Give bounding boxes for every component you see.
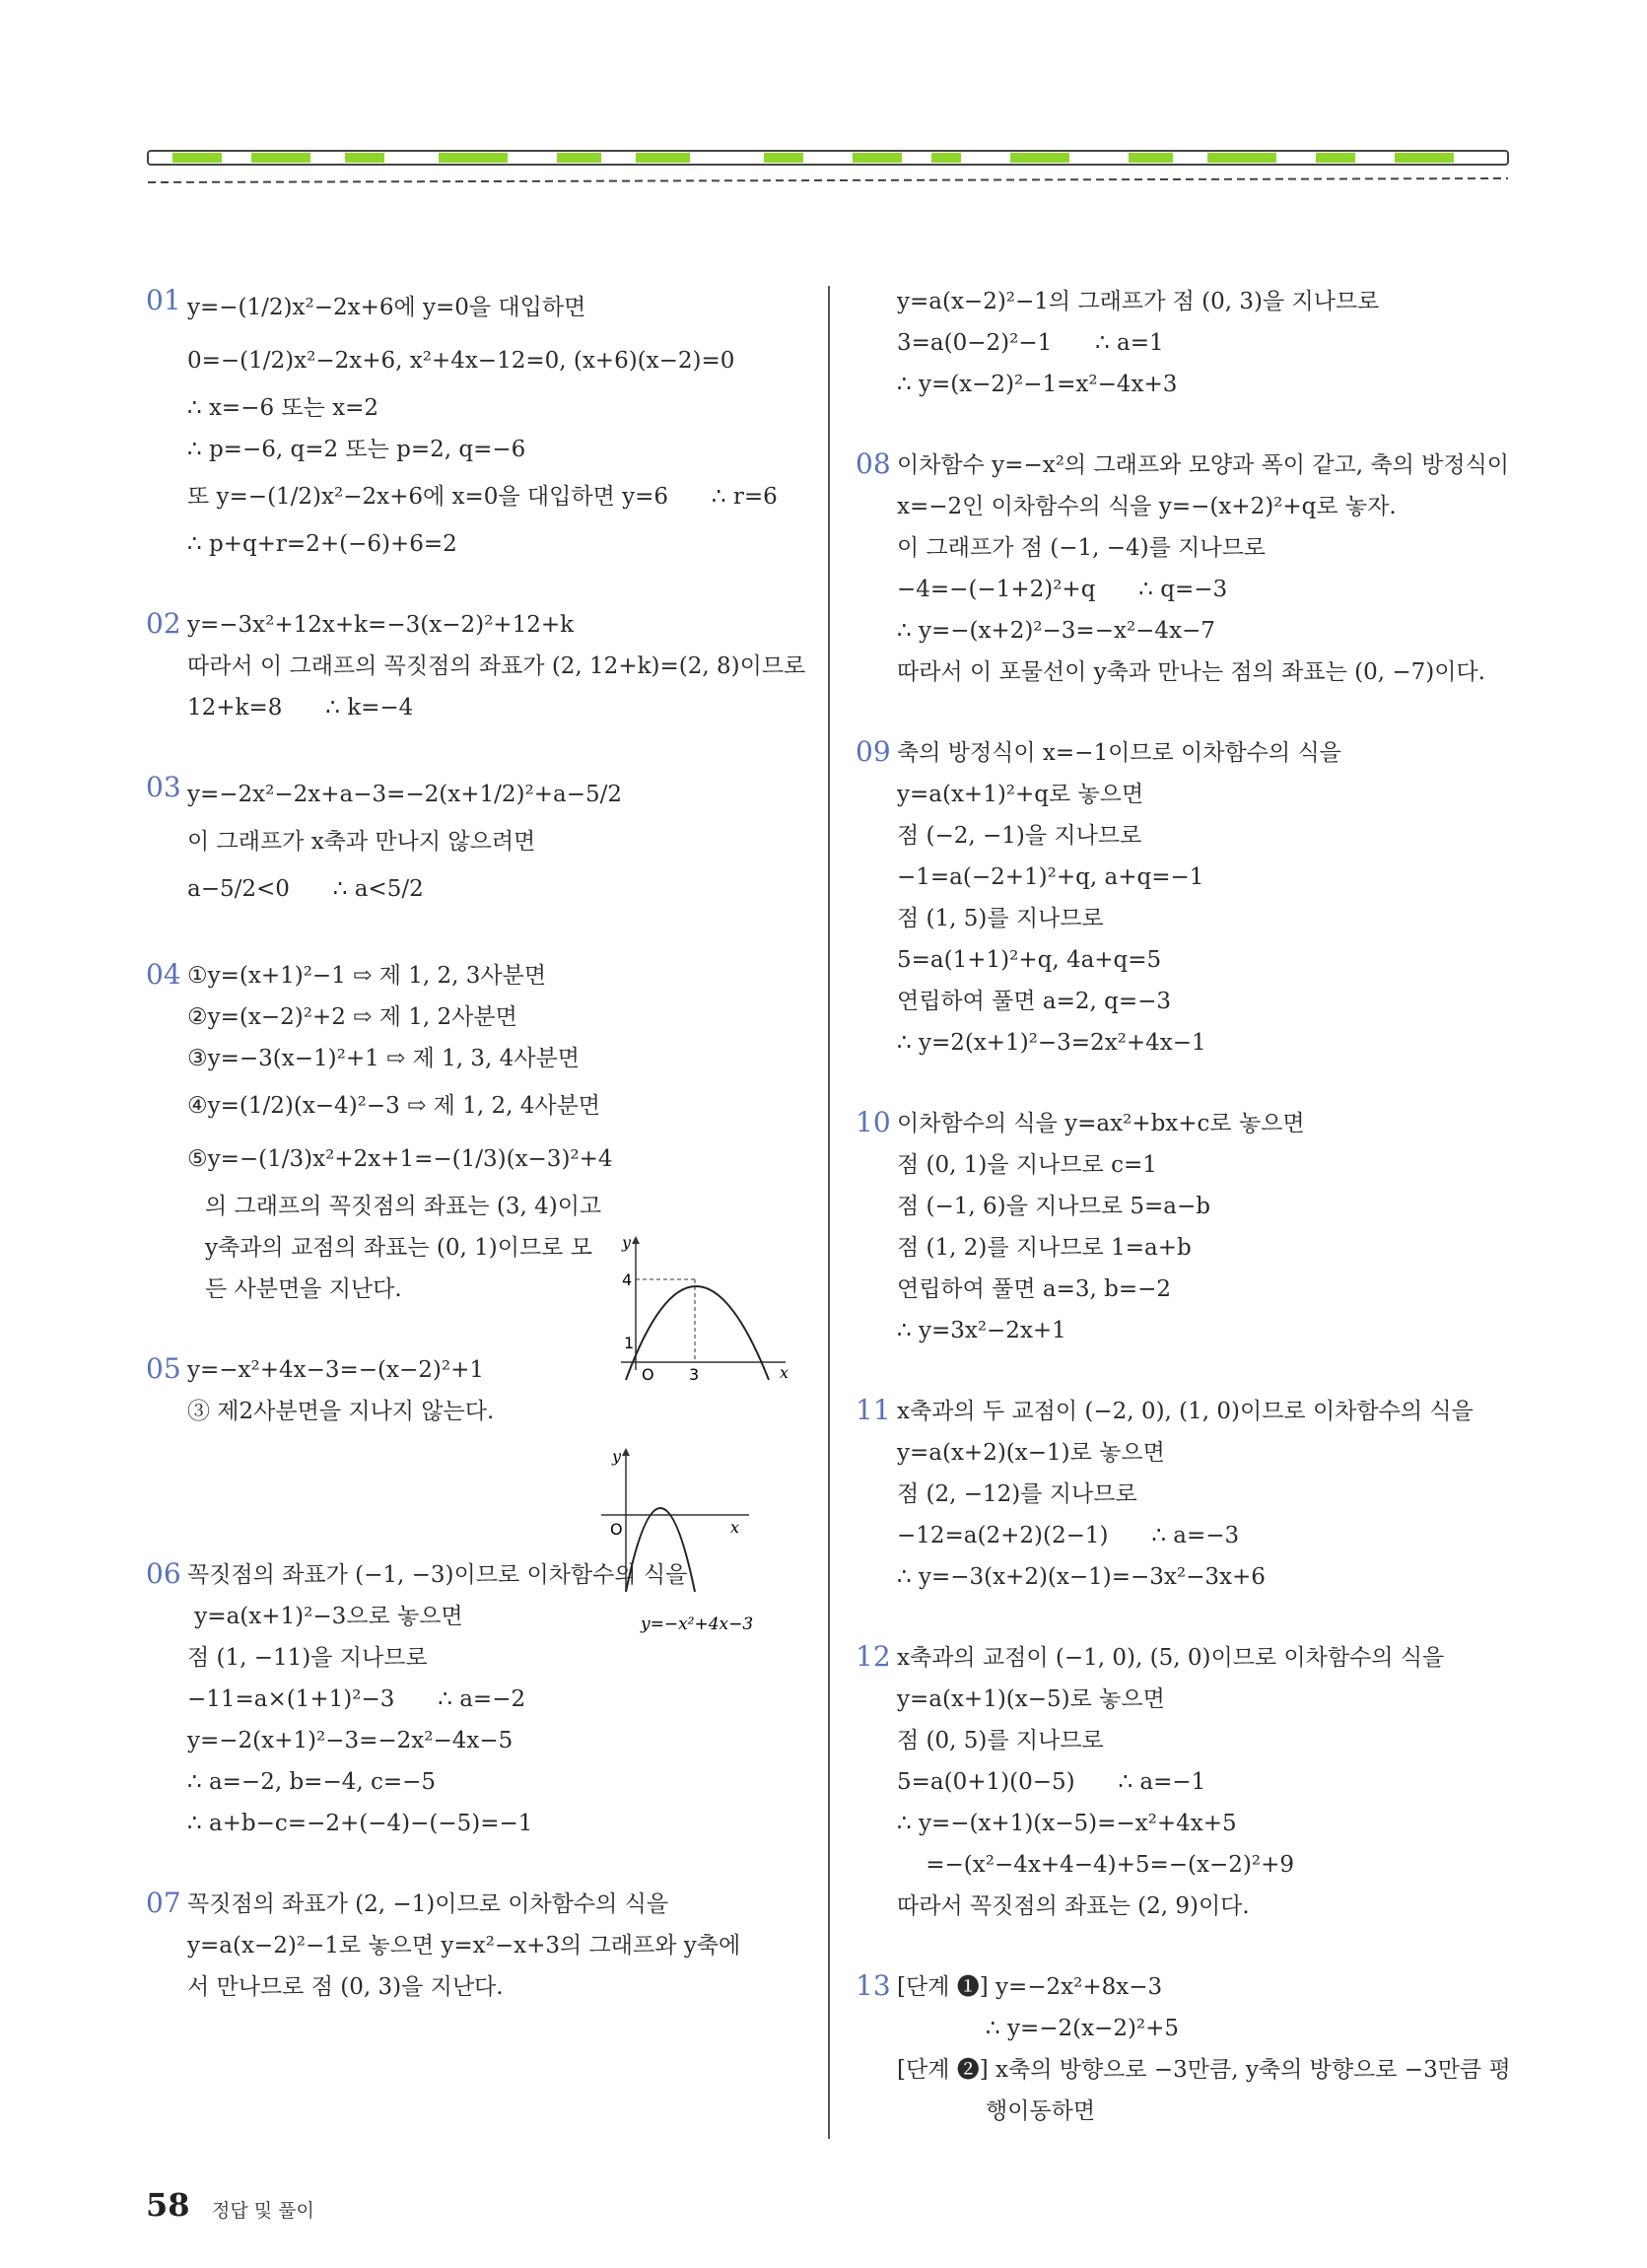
solution-line: 점 (0, 5)를 지나므로 xyxy=(897,1728,1104,1753)
graph05-caption: y=−x²+4x−3 xyxy=(641,1615,754,1634)
solution-line: y=−2x²−2x+a−3=−2(x+1/2)²+a−5/2 xyxy=(187,782,622,807)
graph04-tick-3: 3 xyxy=(689,1365,700,1380)
solution-line: ∴ y=−3(x+2)(x−1)=−3x²−3x+6 xyxy=(897,1564,1266,1590)
solution-line: 따라서 이 포물선이 y축과 만나는 점의 좌표는 (0, −7)이다. xyxy=(897,659,1485,685)
solution-line: y=a(x+2)(x−1)로 놓으면 xyxy=(897,1440,1165,1466)
footer-label: 정답 및 풀이 xyxy=(212,2200,314,2222)
problem-number: 05 xyxy=(146,1352,181,1385)
solution-line: ∴ y=2(x+1)²−3=2x²+4x−1 xyxy=(897,1030,1206,1056)
solution-line: 든 사분면을 지난다. xyxy=(205,1276,402,1302)
problem-01 xyxy=(146,281,816,565)
solution-line: 0=−(1/2)x²−2x+6, x²+4x−12=0, (x+6)(x−2)=0 xyxy=(187,348,735,374)
problem-number: 02 xyxy=(146,607,181,640)
problem-number: 01 xyxy=(146,284,181,316)
solution-line: y=a(x+1)²+q로 놓으면 xyxy=(897,782,1144,807)
solution-line: ④y=(1/2)(x−4)²−3 ⇨ 제 1, 2, 4사분면 xyxy=(187,1093,601,1119)
solution-line: ⑤y=−(1/3)x²+2x+1=−(1/3)(x−3)²+4 xyxy=(187,1146,613,1172)
graph04-x-label: x xyxy=(780,1363,789,1380)
solution-line: 이 그래프가 x축과 만나지 않으려면 xyxy=(187,829,536,855)
column-divider xyxy=(828,286,830,2139)
graph05-x-label: x xyxy=(730,1518,740,1537)
graph-problem-05 xyxy=(586,1444,803,1641)
problem-11 xyxy=(856,1391,1526,1598)
solution-line: −4=−(−1+2)²+q ∴ q=−3 xyxy=(897,577,1228,602)
solution-line: 점 (−1, 6)을 지나므로 5=a−b xyxy=(897,1194,1210,1219)
graph04-tick-1: 1 xyxy=(624,1334,635,1352)
solution-line: 연립하여 풀면 a=2, q=−3 xyxy=(897,989,1172,1014)
left-column xyxy=(146,281,816,2008)
solution-line: 5=a(0+1)(0−5) ∴ a=−1 xyxy=(897,1769,1206,1795)
solution-line: [단계 ❷] x축의 방향으로 −3만큼, y축의 방향으로 −3만큼 평 xyxy=(897,2057,1511,2083)
header-decoration xyxy=(143,143,1513,192)
graph04-y-label: y xyxy=(622,1233,632,1252)
solution-line: 점 (0, 1)을 지나므로 c=1 xyxy=(897,1152,1157,1178)
problem-number: 03 xyxy=(146,771,181,803)
solution-line: ∴ y=−(x+1)(x−5)=−x²+4x+5 xyxy=(897,1811,1237,1836)
solution-line: 따라서 이 그래프의 꼭짓점의 좌표가 (2, 12+k)=(2, 8)이므로 xyxy=(187,653,806,679)
problem-08 xyxy=(856,445,1526,693)
graph05-origin: O xyxy=(610,1520,623,1539)
solution-line: ∴ y=−2(x−2)²+5 xyxy=(986,2016,1180,2041)
solution-line: y=−2(x+1)²−3=−2x²−4x−5 xyxy=(187,1728,514,1753)
problem-number: 09 xyxy=(856,735,891,768)
solution-line: ∴ a+b−c=−2+(−4)−(−5)=−1 xyxy=(187,1811,533,1836)
problem-number: 04 xyxy=(146,958,181,991)
graph05-y-label: y xyxy=(612,1447,622,1466)
solution-line: =−(x²−4x+4−4)+5=−(x−2)²+9 xyxy=(897,1852,1295,1878)
solution-line: 의 그래프의 꼭짓점의 좌표는 (3, 4)이고 xyxy=(205,1194,602,1219)
solution-line: y=a(x+1)²−3으로 놓으면 xyxy=(187,1604,463,1629)
solution-line: x축과의 두 교점이 (−2, 0), (1, 0)이므로 이차함수의 식을 xyxy=(897,1399,1474,1424)
solution-line: y=−3x²+12x+k=−3(x−2)²+12+k xyxy=(187,612,575,638)
problem-02 xyxy=(146,604,816,728)
solution-line: 이 그래프가 점 (−1, −4)를 지나므로 xyxy=(897,535,1267,561)
solution-line: ③ 제2사분면을 지나지 않는다. xyxy=(187,1399,495,1424)
solution-line: 축의 방정식이 x=−1이므로 이차함수의 식을 xyxy=(897,740,1341,766)
solution-line: ∴ y=−(x+2)²−3=−x²−4x−7 xyxy=(897,618,1215,644)
solution-line: 점 (1, −11)을 지나므로 xyxy=(187,1645,428,1671)
problem-number: 11 xyxy=(856,1394,891,1426)
problem-number: 10 xyxy=(856,1106,891,1138)
solution-line: 서 만나므로 점 (0, 3)을 지난다. xyxy=(187,1974,504,2000)
solution-line: 이차함수의 식을 y=ax²+bx+c로 놓으면 xyxy=(897,1111,1305,1136)
problem-10 xyxy=(856,1103,1526,1351)
problem-number: 12 xyxy=(856,1640,891,1673)
solution-line: 행이동하면 xyxy=(986,2098,1096,2124)
problem-number: 06 xyxy=(146,1557,181,1590)
solution-line: y=−x²+4x−3=−(x−2)²+1 xyxy=(187,1357,484,1383)
problem-03 xyxy=(146,768,816,916)
solution-line: ∴ p=−6, q=2 또는 p=2, q=−6 xyxy=(187,437,526,462)
solution-line: −12=a(2+2)(2−1) ∴ a=−3 xyxy=(897,1523,1240,1548)
solution-line: [단계 ❶] y=−2x²+8x−3 xyxy=(897,1974,1163,2000)
solution-line: x축과의 교점이 (−1, 0), (5, 0)이므로 이차함수의 식을 xyxy=(897,1645,1445,1671)
graph-problem-04 xyxy=(616,1232,793,1380)
problem-number: 07 xyxy=(146,1887,181,1919)
problem-13 xyxy=(856,1966,1526,2132)
problem-cont xyxy=(856,281,1526,405)
solution-line: 점 (2, −12)를 지나므로 xyxy=(897,1481,1137,1507)
solution-line: 3=a(0−2)²−1 ∴ a=1 xyxy=(897,330,1164,356)
graph04-tick-4: 4 xyxy=(622,1271,633,1289)
right-column xyxy=(856,281,1526,2132)
solution-line: ①y=(x+1)²−1 ⇨ 제 1, 2, 3사분면 xyxy=(187,963,547,989)
solution-line: 점 (1, 2)를 지나므로 1=a+b xyxy=(897,1235,1192,1261)
solution-line: x=−2인 이차함수의 식을 y=−(x+2)²+q로 놓자. xyxy=(897,494,1397,519)
solution-line: 또 y=−(1/2)x²−2x+6에 x=0을 대입하면 y=6 ∴ r=6 xyxy=(187,484,778,510)
solution-line: ∴ y=3x²−2x+1 xyxy=(897,1318,1066,1343)
solution-line: −11=a×(1+1)²−3 ∴ a=−2 xyxy=(187,1686,526,1712)
solution-line: 꼭짓점의 좌표가 (2, −1)이므로 이차함수의 식을 xyxy=(187,1891,669,1917)
solution-line: ②y=(x−2)²+2 ⇨ 제 1, 2사분면 xyxy=(187,1004,517,1030)
solution-line: 꼭짓점의 좌표가 (−1, −3)이므로 이차함수의 식을 xyxy=(187,1562,688,1588)
solution-line: 12+k=8 ∴ k=−4 xyxy=(187,695,414,721)
solution-line: y=a(x−2)²−1로 놓으면 y=x²−x+3의 그래프와 y축에 xyxy=(187,1933,741,1959)
solution-line: ③y=−3(x−1)²+1 ⇨ 제 1, 3, 4사분면 xyxy=(187,1046,580,1071)
problem-09 xyxy=(856,732,1526,1064)
solution-line: ∴ a=−2, b=−4, c=−5 xyxy=(187,1769,437,1795)
solution-line: ∴ p+q+r=2+(−6)+6=2 xyxy=(187,531,457,557)
solution-line: y=a(x−2)²−1의 그래프가 점 (0, 3)을 지나므로 xyxy=(897,289,1380,314)
solution-line: y=a(x+1)(x−5)로 놓으면 xyxy=(897,1686,1165,1712)
solution-line: a−5/2<0 ∴ a<5/2 xyxy=(187,876,424,902)
page-number: 58 xyxy=(146,2186,190,2224)
solution-line: 점 (1, 5)를 지나므로 xyxy=(897,906,1104,931)
solution-line: 이차함수 y=−x²의 그래프와 모양과 폭이 같고, 축의 방정식이 xyxy=(897,452,1510,478)
solution-line: 연립하여 풀면 a=3, b=−2 xyxy=(897,1276,1172,1302)
solution-line: −1=a(−2+1)²+q, a+q=−1 xyxy=(897,864,1204,890)
solution-line: ∴ y=(x−2)²−1=x²−4x+3 xyxy=(897,372,1178,397)
solution-line: 따라서 꼭짓점의 좌표는 (2, 9)이다. xyxy=(897,1893,1250,1919)
problem-12 xyxy=(856,1637,1526,1927)
graph04-origin: O xyxy=(642,1365,654,1380)
problem-number: 13 xyxy=(856,1969,891,2002)
solution-line: 5=a(1+1)²+q, 4a+q=5 xyxy=(897,947,1162,973)
solution-line: 점 (−2, −1)을 지나므로 xyxy=(897,823,1142,849)
solution-line: y축과의 교점의 좌표는 (0, 1)이므로 모 xyxy=(205,1235,592,1261)
solution-line: ∴ x=−6 또는 x=2 xyxy=(187,395,379,421)
problem-number: 08 xyxy=(856,447,891,480)
solution-line: y=−(1/2)x²−2x+6에 y=0을 대입하면 xyxy=(187,295,586,320)
problem-07 xyxy=(146,1884,816,2008)
